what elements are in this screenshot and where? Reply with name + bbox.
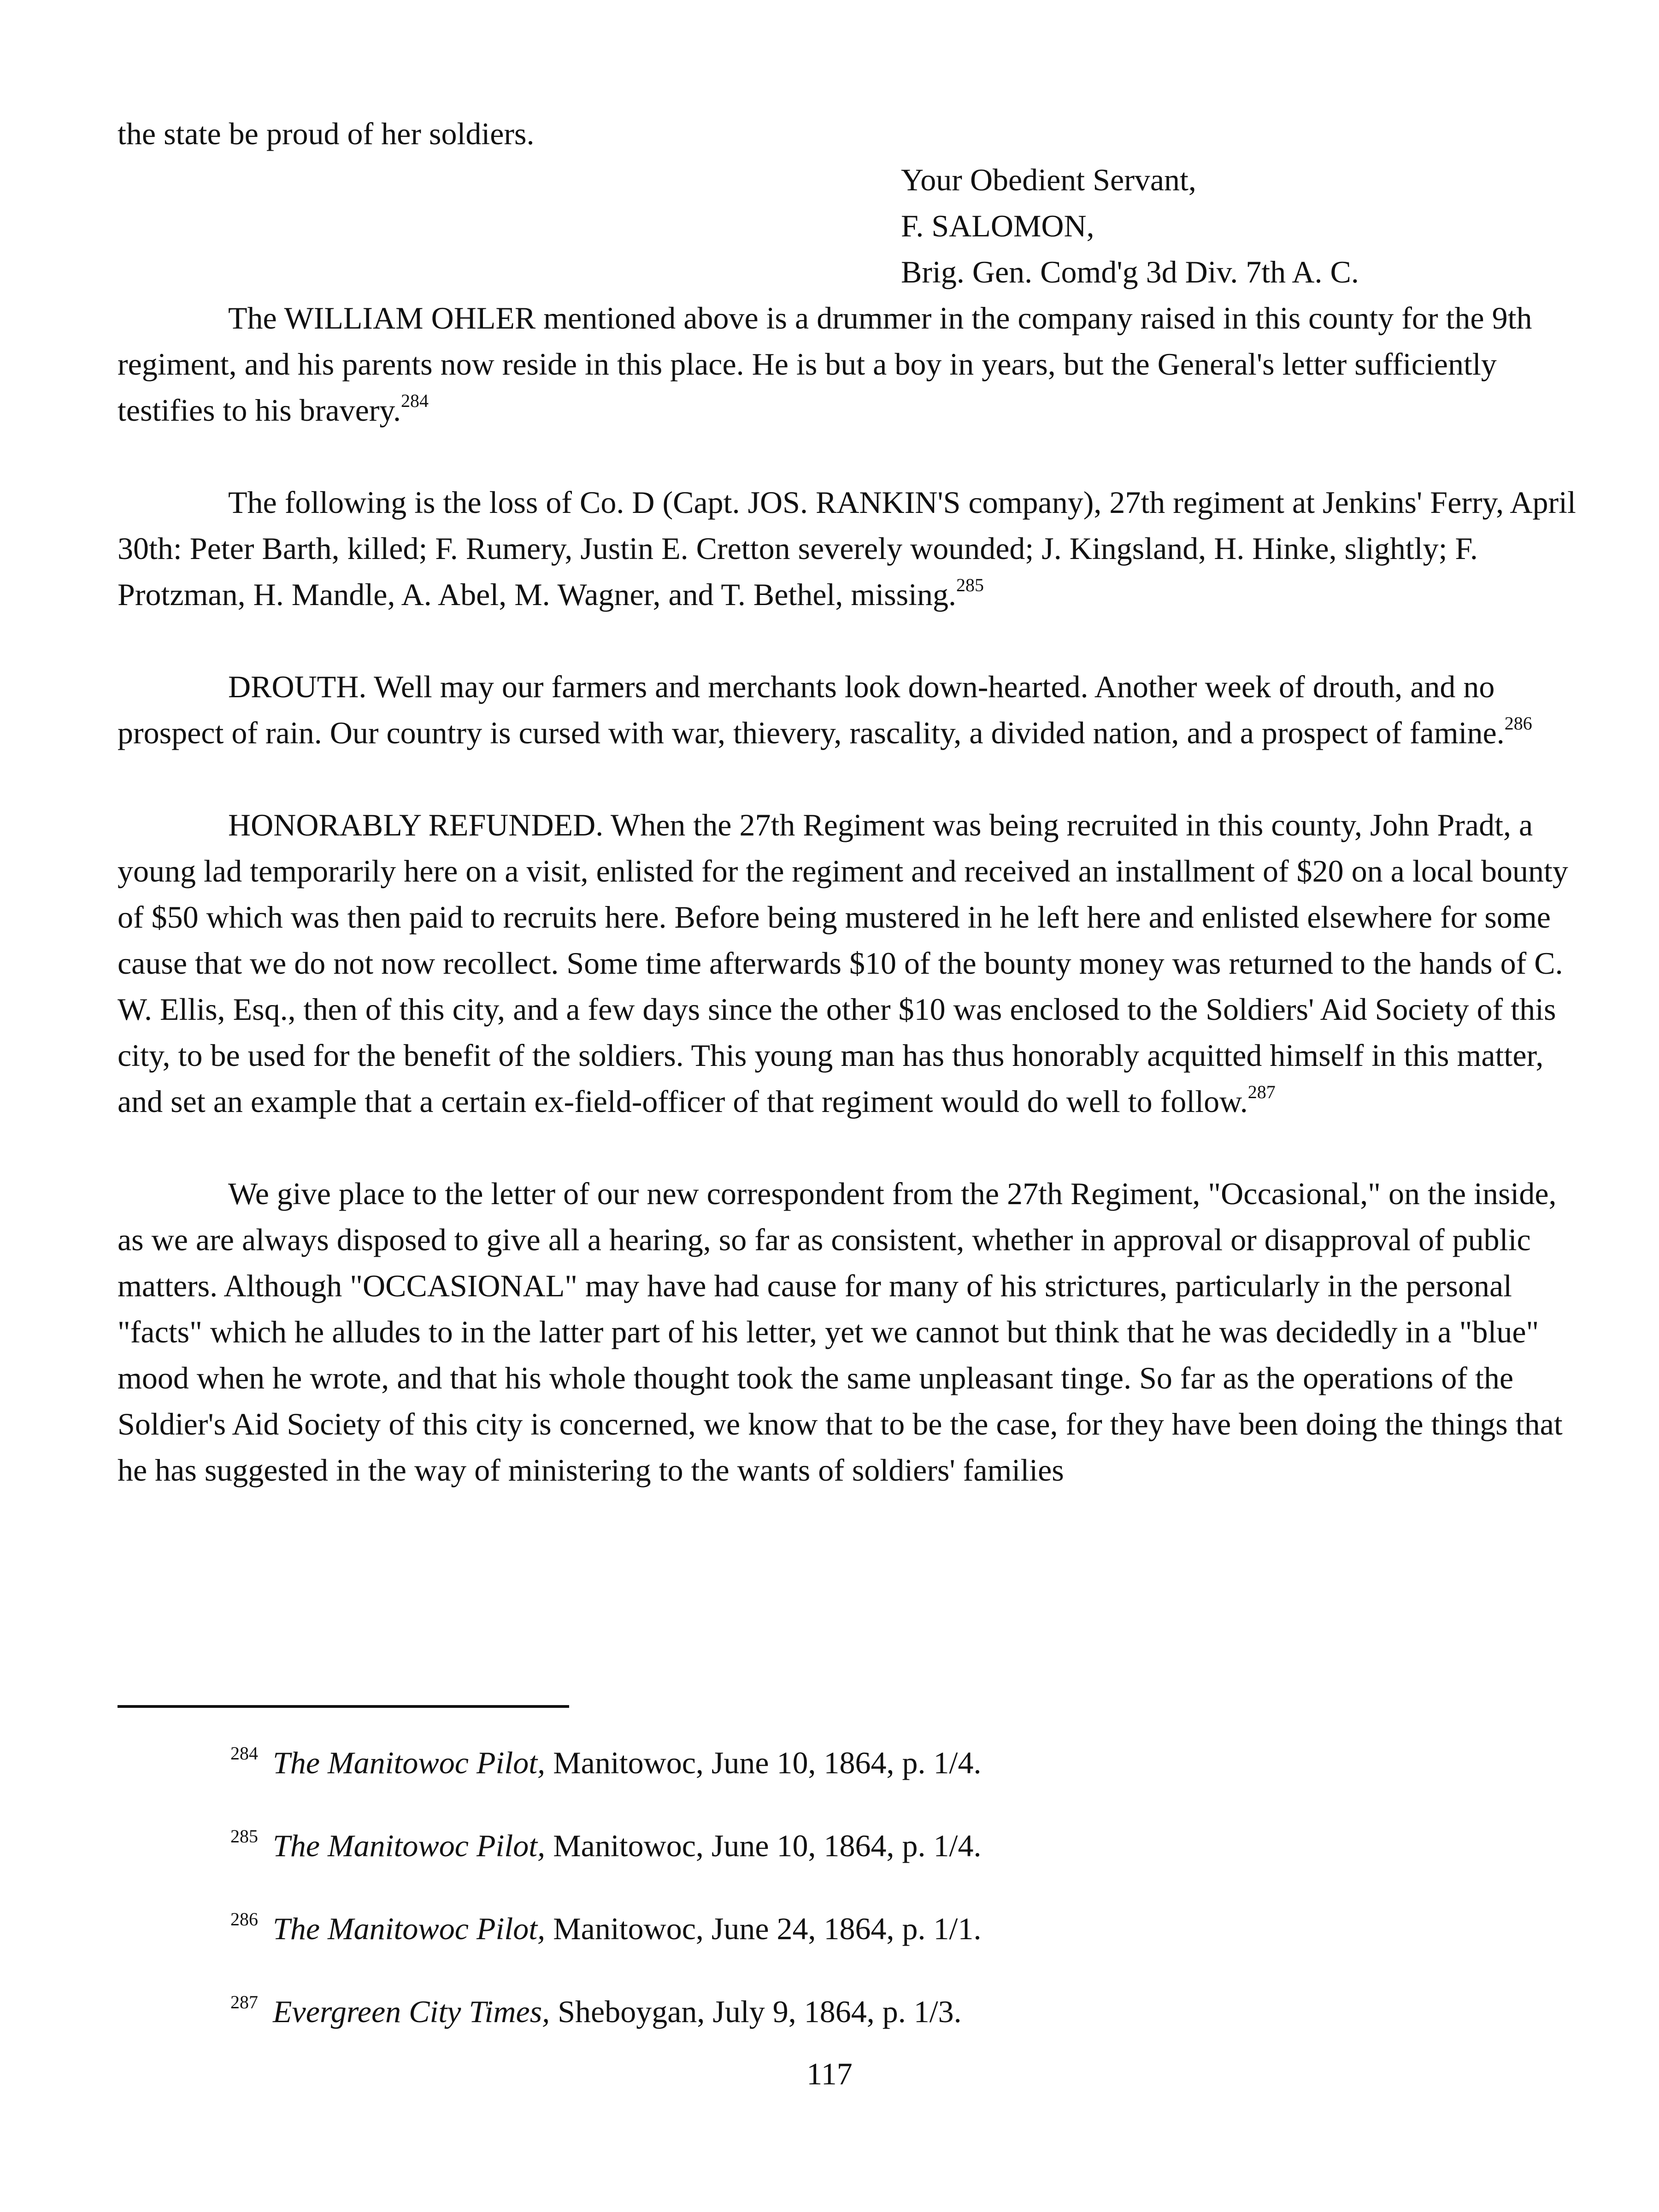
signature-rank: Brig. Gen. Comd'g 3d Div. 7th A. C. (901, 254, 1359, 289)
footnote-285 (230, 1823, 1567, 1869)
paragraph-occasional: We give place to the letter of our new correspondent from the 27th Regiment, "Occasional," on the inside, as we are always disposed to give all a hearing, so far as consistent, whether in approval or disapproval of public matters. Although "OCCASIONAL" may have had cause for many of his strictures, particularly in the personal "facts" which he alludes to in the latter part of his letter, yet we cannot but think that he was decidedly in a "blue" mood when he wrote, and that his whole thought took the same unpleasant tinge. So far as the operations of the Soldier's Aid Society of this city is concerned, we know that to be the case, for they have been doing the things that he has suggested in the way of ministering to the wants of soldiers' families (118, 1176, 1563, 1488)
footnote-284 (230, 1740, 1567, 1786)
footnote-marker: 287 (1247, 1082, 1276, 1102)
signature-closing: Your Obedient Servant, (901, 162, 1196, 197)
paragraph-ohler (118, 295, 1588, 433)
footnotes (230, 1740, 1567, 2071)
footnote-number: 286 (230, 1909, 258, 1930)
footnote-citation: Manitowoc, June 10, 1864, p. 1/4. (553, 1745, 982, 1780)
footnote-marker: 286 (1504, 713, 1532, 734)
signature-name: F. SALOMON, (901, 208, 1094, 243)
footnote-286 (230, 1906, 1567, 1952)
paragraph-drouth (118, 664, 1588, 756)
footnote-citation: Sheboygan, July 9, 1864, p. 1/3. (558, 1994, 962, 2029)
footnote-number: 285 (230, 1826, 258, 1847)
paragraph-company-losses (118, 479, 1588, 618)
footnote-number: 287 (230, 1992, 258, 2012)
page-number: 117 (806, 2056, 853, 2091)
signature-block (901, 157, 1588, 295)
footnote-number: 284 (230, 1743, 258, 1764)
body-text (118, 111, 1588, 1493)
footnote-source-title: Evergreen City Times, (273, 1994, 550, 2029)
paragraph-text: The WILLIAM OHLER mentioned above is a drummer in the company raised in this county for the 9th regiment, and his parents now reside in this place. He is but a boy in years, but the General's letter sufficiently testifies to his bravery. (118, 300, 1532, 428)
footnote-divider (118, 1705, 569, 1708)
footnote-citation: Manitowoc, June 10, 1864, p. 1/4. (553, 1828, 982, 1863)
footnote-marker: 284 (401, 390, 429, 411)
footnote-citation: Manitowoc, June 24, 1864, p. 1/1. (553, 1911, 982, 1946)
paragraph-text: DROUTH. Well may our farmers and merchants look down-hearted. Another week of drouth, and no prospect of rain. Our country is cursed with war, thievery, rascality, a divided nation, and a prospect of famine. (118, 669, 1505, 750)
footnote-marker: 285 (956, 575, 984, 595)
paragraph-text: HONORABLY REFUNDED. When the 27th Regiment was being recruited in this county, John Pradt, a young lad temporarily here on a visit, enlisted for the regiment and received an installment of $20 on a local bounty of $50 which was then paid to recruits here. Before being mustered in he left here and enlisted elsewhere for some cause that we do not now recollect. Some time afterwards $10 of the bounty money was returned to the hands of C. W. Ellis, Esq., then of this city, and a few days since the other $10 was enclosed to the Soldiers' Aid Society of this city, to be used for the benefit of the soldiers. This young man has thus honorably acquitted himself in this matter, and set an example that a certain ex-field-officer of that regiment would do well to follow. (118, 807, 1568, 1119)
footnote-source-title: The Manitowoc Pilot, (273, 1911, 546, 1946)
paragraph-text: The following is the loss of Co. D (Capt. JOS. RANKIN'S company), 27th regiment at Jenkins' Ferry, April 30th: Peter Barth, killed; F. Rumery, Justin E. Cretton severely wounded; J. Kingsland, H. Hinke, slightly; F. Protzman, H. Mandle, A. Abel, M. Wagner, and T. Bethel, missing. (118, 485, 1576, 612)
paragraph-honorably-refunded (118, 802, 1588, 1124)
opening-line: the state be proud of her soldiers. (118, 116, 535, 151)
footnote-source-title: The Manitowoc Pilot, (273, 1828, 546, 1863)
footnote-287 (230, 1988, 1567, 2035)
footnote-source-title: The Manitowoc Pilot, (273, 1745, 546, 1780)
